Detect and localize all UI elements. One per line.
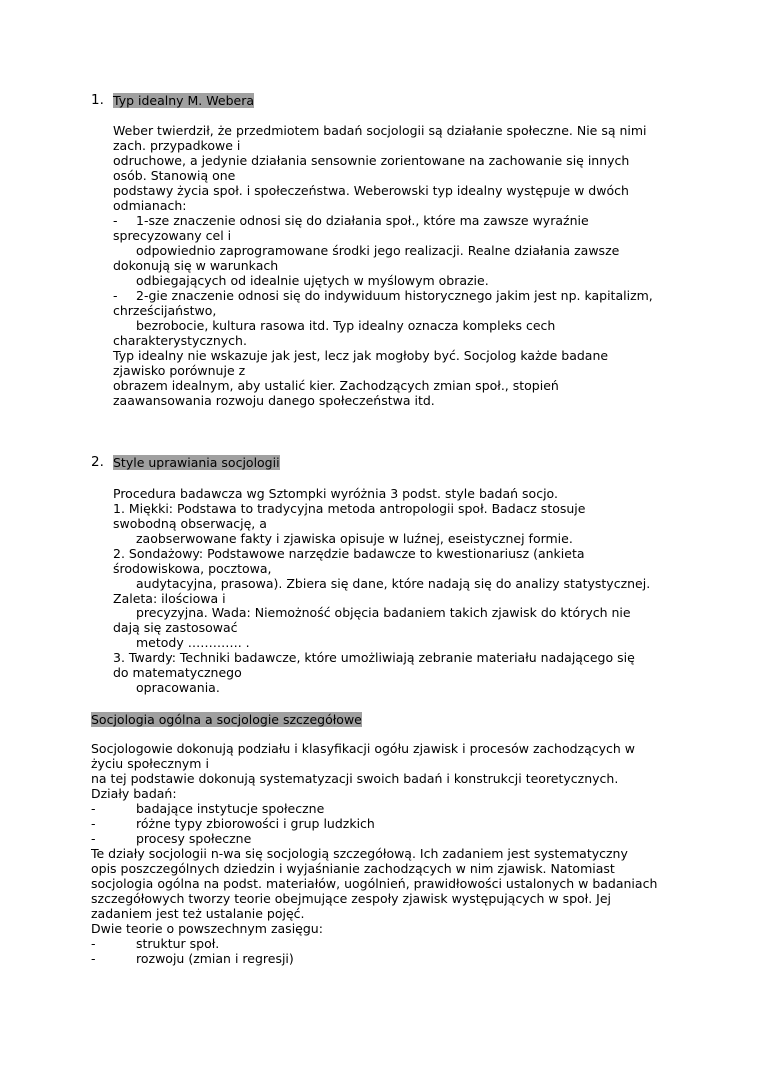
paragraph-line: odruchowe, a jedynie działania sensownie zorientowane na zachowanie się innych bbox=[113, 153, 630, 168]
list-item: procesy społeczne bbox=[136, 831, 252, 846]
list-item: 2-gie znaczenie odnosi się do indywiduum historycznego jakim jest np. kapitalizm, bbox=[136, 288, 653, 303]
list-item: 1-sze znaczenie odnosi się do działania społ., które ma zawsze wyraźnie bbox=[136, 213, 589, 228]
paragraph-line: szczegółowych tworzy teorie obejmujące zespoły zjawisk występujących w społ. Jej bbox=[91, 891, 612, 906]
paragraph-line: na tej podstawie dokonują systematyzacji swoich badań i konstrukcji teoretycznych. bbox=[91, 771, 619, 786]
list-dash: - bbox=[91, 951, 96, 966]
paragraph-line: Dwie teorie o powszechnym zasięgu: bbox=[91, 921, 323, 936]
paragraph-line: Socjologowie dokonują podziału i klasyfikacji ogółu zjawisk i procesów zachodzących w bbox=[91, 741, 636, 756]
paragraph-line: socjologia ogólna na podst. materiałów, uogólnień, prawidłowości ustalonych w badaniach bbox=[91, 876, 658, 891]
paragraph-line: odpowiednio zaprogramowane środki jego realizacji. Realne działania zawsze bbox=[136, 243, 620, 258]
list-item: rozwoju (zmian i regresji) bbox=[136, 951, 294, 966]
paragraph-line: Typ idealny nie wskazuje jak jest, lecz jak mogłoby być. Socjolog każde badane bbox=[113, 348, 609, 363]
section-2-number: 2. bbox=[91, 454, 104, 470]
list-dash: - bbox=[113, 213, 118, 228]
section-1-heading: Typ idealny M. Webera bbox=[113, 93, 254, 108]
paragraph-line: do matematycznego bbox=[113, 665, 242, 680]
paragraph-line: Te działy socjologii n-wa się socjologią szczegółową. Ich zadaniem jest systematyczny bbox=[91, 846, 628, 861]
paragraph-line: odmianach: bbox=[113, 198, 187, 213]
list-dash: - bbox=[91, 816, 96, 831]
paragraph-line: zadaniem jest też ustalanie pojęć. bbox=[91, 906, 305, 921]
list-item: struktur społ. bbox=[136, 936, 220, 951]
section-1-number: 1. bbox=[91, 92, 104, 108]
section-3-heading: Socjologia ogólna a socjologie szczegółowe bbox=[91, 712, 362, 727]
list-item: badające instytucje społeczne bbox=[136, 801, 325, 816]
paragraph-line: charakterystycznych. bbox=[113, 333, 247, 348]
paragraph-line: Zaleta: ilościowa i bbox=[113, 591, 226, 606]
paragraph-line: bezrobocie, kultura rasowa itd. Typ idealny oznacza kompleks cech bbox=[136, 318, 556, 333]
paragraph-line: środowiskowa, pocztowa, bbox=[113, 561, 272, 576]
paragraph-line: zaobserwowane fakty i zjawiska opisuje w luźnej, eseistycznej formie. bbox=[136, 531, 573, 546]
list-item: 3. Twardy: Techniki badawcze, które umożliwiają zebranie materiału nadającego się bbox=[113, 650, 635, 665]
list-dash: - bbox=[113, 288, 118, 303]
paragraph-line: życiu społecznym i bbox=[91, 756, 209, 771]
list-dash: - bbox=[91, 936, 96, 951]
list-dash: - bbox=[91, 831, 96, 846]
paragraph-line: swobodną obserwację, a bbox=[113, 516, 267, 531]
list-item: różne typy zbiorowości i grup ludzkich bbox=[136, 816, 375, 831]
paragraph-line: opis poszczególnych dziedzin i wyjaśnianie zachodzących w nim zjawisk. Natomiast bbox=[91, 861, 615, 876]
paragraph-line: zach. przypadkowe i bbox=[113, 138, 241, 153]
paragraph-line: odbiegających od idealnie ujętych w myślowym obrazie. bbox=[136, 273, 489, 288]
paragraph-line: zaawansowania rozwoju danego społeczeństwa itd. bbox=[113, 393, 435, 408]
paragraph-line: opracowania. bbox=[136, 680, 220, 695]
section-2-heading: Style uprawiania socjologii bbox=[113, 455, 280, 470]
list-item: 2. Sondażowy: Podstawowe narzędzie badawcze to kwestionariusz (ankieta bbox=[113, 546, 585, 561]
paragraph-line: audytacyjna, prasowa). Zbiera się dane, które nadają się do analizy statystycznej. bbox=[136, 576, 651, 591]
paragraph-line: Procedura badawcza wg Sztompki wyróżnia 3 podst. style badań socjo. bbox=[113, 486, 558, 501]
paragraph-line: sprecyzowany cel i bbox=[113, 228, 232, 243]
list-item: 1. Miękki: Podstawa to tradycyjna metoda antropologii społ. Badacz stosuje bbox=[113, 501, 586, 516]
paragraph-line: Weber twierdził, że przedmiotem badań socjologii są działanie społeczne. Nie są nimi bbox=[113, 123, 647, 138]
paragraph-line: Działy badań: bbox=[91, 786, 177, 801]
paragraph-line: dają się zastosować bbox=[113, 620, 238, 635]
paragraph-line: osób. Stanowią one bbox=[113, 168, 236, 183]
paragraph-line: podstawy życia społ. i społeczeństwa. Weberowski typ idealny występuje w dwóch bbox=[113, 183, 629, 198]
paragraph-line: obrazem idealnym, aby ustalić kier. Zachodzących zmian społ., stopień bbox=[113, 378, 559, 393]
paragraph-line: dokonują się w warunkach bbox=[113, 258, 279, 273]
paragraph-line: zjawisko porównuje z bbox=[113, 363, 246, 378]
paragraph-line: chrześcijaństwo, bbox=[113, 303, 217, 318]
paragraph-line: metody …………. . bbox=[136, 635, 250, 650]
list-dash: - bbox=[91, 801, 96, 816]
paragraph-line: precyzyjna. Wada: Niemożność objęcia badaniem takich zjawisk do których nie bbox=[136, 605, 631, 620]
